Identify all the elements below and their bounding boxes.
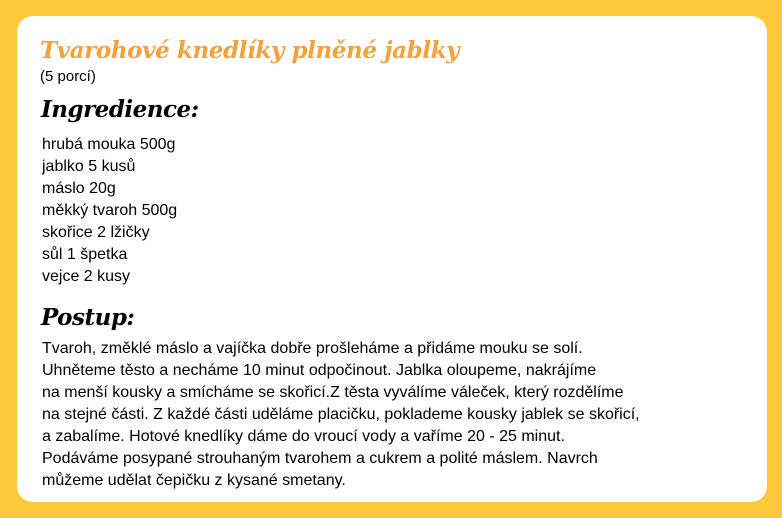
ingredients-heading: Ingredience: <box>41 96 199 123</box>
ingredient-list <box>42 134 177 288</box>
ingredient-item: hrubá mouka 500g <box>42 136 176 153</box>
ingredient-item: měkký tvaroh 500g <box>42 202 178 219</box>
ingredient-item: jablko 5 kusů <box>42 158 136 175</box>
method-line: Podáváme posypané strouhaným tvarohem a cukrem a polité máslem. Navrch <box>42 450 598 467</box>
method-line: Uhněteme těsto a necháme 10 minut odpočinout. Jablka oloupeme, nakrájíme <box>42 362 597 379</box>
method-line: a zabalíme. Hotové knedlíky dáme do vroucí vody a vaříme 20 - 25 minut. <box>42 428 565 445</box>
ingredient-item: máslo 20g <box>42 180 116 197</box>
ingredient-item: vejce 2 kusy <box>42 268 131 285</box>
method-text <box>42 338 640 492</box>
method-line: můžeme udělat čepičku z kysané smetany. <box>42 472 346 489</box>
method-line: Tvaroh, změklé máslo a vajíčka dobře prošleháme a přidáme mouku se solí. <box>42 340 583 357</box>
recipe-card <box>17 16 767 502</box>
method-line: na menší kousky a smícháme se skořicí.Z těsta vyválíme váleček, který rozdělíme <box>42 384 624 401</box>
method-heading: Postup: <box>41 304 135 331</box>
ingredient-item: skořice 2 lžičky <box>42 224 150 241</box>
ingredient-item: sůl 1 špetka <box>42 246 128 263</box>
portions-label: (5 porcí) <box>40 68 96 85</box>
recipe-title: Tvarohové knedlíky plněné jablky <box>40 37 460 64</box>
method-line: na stejné části. Z každé části uděláme placičku, poklademe kousky jablek se skořicí, <box>42 406 640 423</box>
